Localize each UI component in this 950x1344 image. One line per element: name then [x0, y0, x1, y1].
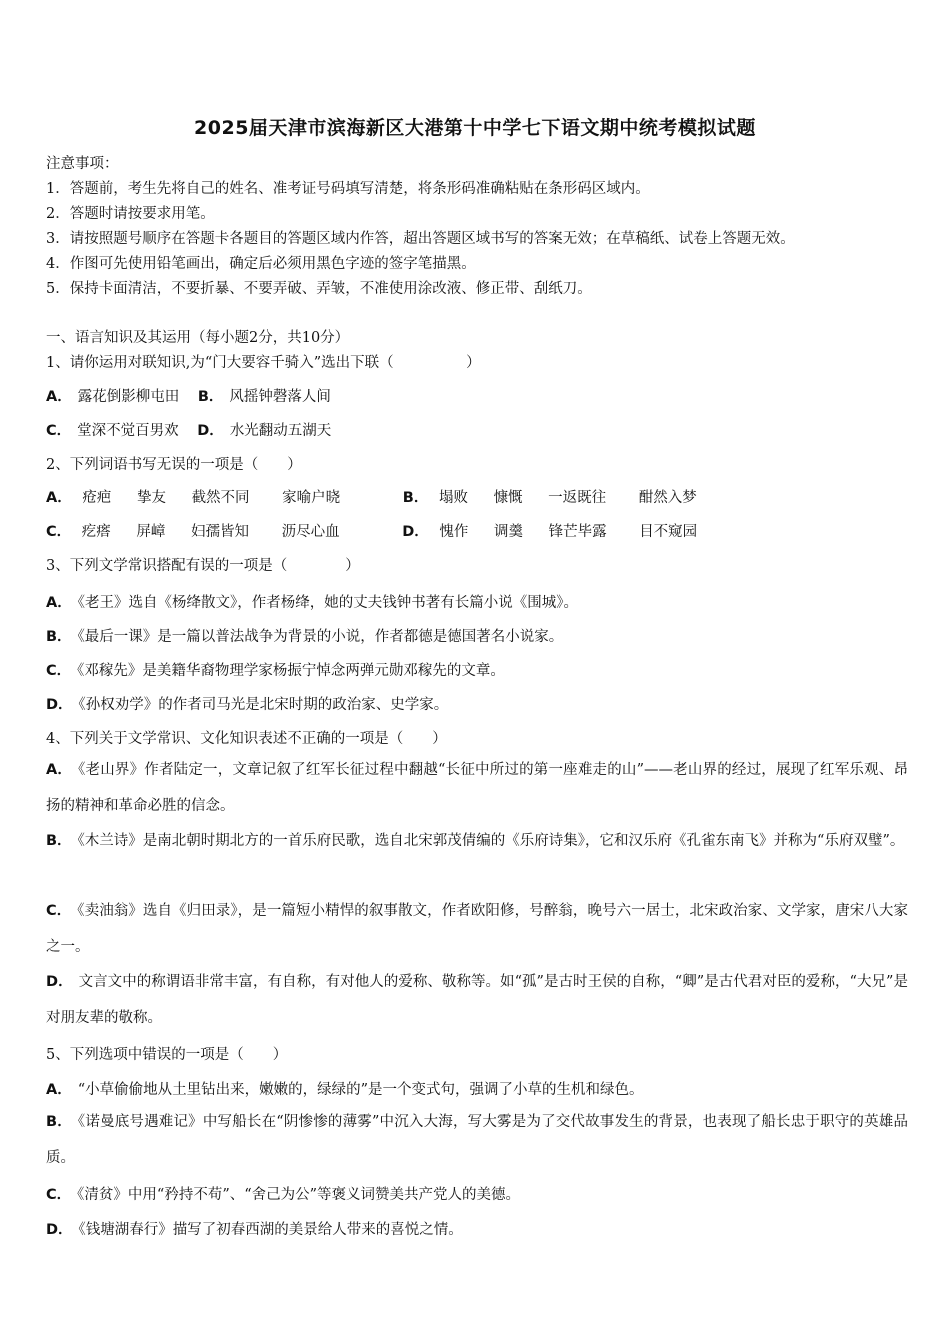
option-text: 《诺曼底号遇难记》中写船长在“阴惨惨的薄雾”中沉入大海，写大雾是为了交代故事发生的背景，也表现了船长忠于职守的英雄品质。: [46, 1114, 908, 1166]
option-a-word: 家喻户晓: [282, 490, 341, 506]
option-text: 《木兰诗》是南北朝时期北方的一首乐府民歌，选自北宋郭茂倩编的《乐府诗集》，它和汉乐府《孔雀东南飞》并称为“乐府双璧”。: [77, 833, 905, 849]
question-2-options-row: [46, 520, 697, 541]
question-4-stem: 4、下列关于文学常识、文化知识表述不正确的一项是（ ）: [46, 731, 447, 747]
option-b-word: 酣然入梦: [638, 490, 697, 506]
option-text: 《清贫》中用“矜持不苟”、“舍己为公”等褒义词赞美共产党人的美德。: [77, 1187, 521, 1203]
option-d-word: 目不窥园: [639, 524, 698, 540]
question-4-option-a: [46, 752, 908, 824]
option-label: C．: [46, 1187, 72, 1203]
option-d-word: 愧作: [439, 524, 469, 540]
option-label: C．: [46, 663, 72, 679]
option-label: A．: [46, 490, 72, 506]
option-a-word: 截然不同: [191, 490, 250, 506]
option-text: 《孙权劝学》的作者司马光是北宋时期的政治家、史学家。: [78, 697, 449, 713]
question-5-option-a: [46, 1078, 644, 1099]
option-label: C．: [46, 903, 72, 919]
question-1-stem: 1、请你运用对联知识,为“门大要容千骑入”选出下联（ ）: [46, 355, 481, 371]
option-label: D．: [46, 1222, 73, 1238]
question-4-option-c: [46, 893, 908, 965]
question-4-option-b: [46, 823, 908, 859]
option-a-word: 疮疤: [82, 490, 112, 506]
option-a: 露花倒影柳屯田: [77, 389, 180, 405]
notice-item: 2．答题时请按要求用笔。: [46, 206, 215, 222]
option-b-word: 慷慨: [493, 490, 523, 506]
option-d: 水光翻动五湖天: [229, 423, 332, 439]
option-label: B．: [46, 629, 72, 645]
notice-item: 5．保持卡面清洁，不要折暴、不要弄破、弄皱，不准使用涂改液、修正带、刮纸刀。: [46, 281, 592, 297]
question-1-options-row: [46, 385, 331, 406]
option-label: B．: [46, 833, 72, 849]
option-text: 文言文中的称谓语非常丰富，有自称，有对他人的爱称、敬称等。如“孤”是古时王侯的自称，“卿”是古代君对臣的爱称，“大兄”是对朋友辈的敬称。: [46, 974, 908, 1026]
option-c-word: 沥尽心血: [281, 524, 340, 540]
option-d-word: 调羹: [493, 524, 523, 540]
question-5-option-c: [46, 1183, 520, 1204]
option-b-word: 塌败: [438, 490, 468, 506]
option-label: D．: [46, 697, 73, 713]
option-label: A．: [46, 762, 73, 778]
option-c-word: 妇孺皆知: [190, 524, 249, 540]
option-label: B．: [46, 1114, 72, 1130]
question-1-options-row: [46, 419, 331, 440]
question-4-option-d: [46, 964, 908, 1036]
option-label: C．: [46, 423, 72, 439]
notice-item: 3．请按照题号顺序在答题卡各题目的答题区域内作答，超出答题区域书写的答案无效；在草稿纸、试卷上答题无效。: [46, 231, 795, 247]
option-label: D．: [46, 974, 73, 990]
option-label: C．: [46, 524, 72, 540]
question-3-option-b: [46, 625, 563, 646]
option-label: D．: [402, 524, 429, 540]
option-d-word: 锋芒毕露: [548, 524, 607, 540]
option-b-word: 一返既往: [548, 490, 607, 506]
notice-item: 4．作图可先使用铅笔画出，确定后必须用黑色字迹的签字笔描黑。: [46, 256, 476, 272]
option-c-word: 屏嶂: [136, 524, 166, 540]
option-text: 《最后一课》是一篇以普法战争为背景的小说，作者都德是德国著名小说家。: [77, 629, 564, 645]
option-label: D．: [197, 423, 224, 439]
option-text: 《老王》选自《杨绛散文》，作者杨绛，她的丈夫钱钟书著有长篇小说《围城》。: [77, 595, 578, 611]
option-text: 《邓稼先》是美籍华裔物理学家杨振宁悼念两弹元勋邓稼先的文章。: [77, 663, 505, 679]
option-label: B．: [402, 490, 429, 506]
notice-heading: 注意事项：: [46, 156, 119, 172]
question-3-option-c: [46, 659, 505, 680]
question-2-options-row: [46, 486, 697, 507]
question-3-stem: 3、下列文学常识搭配有误的一项是（ ）: [46, 558, 360, 574]
option-label: A．: [46, 1082, 72, 1098]
option-b: 风摇钟磬落人间: [229, 389, 331, 405]
option-text: 《钱塘湖春行》描写了初春西湖的美景给人带来的喜悦之情。: [78, 1222, 463, 1238]
question-3-option-a: [46, 591, 578, 612]
notice-item: 1．答题前，考生先将自己的姓名、准考证号码填写清楚，将条形码准确粘贴在条形码区域内。: [46, 181, 650, 197]
section-heading: 一、语言知识及其运用（每小题2分，共10分）: [46, 330, 350, 346]
question-2-stem: 2、下列词语书写无误的一项是（ ）: [46, 457, 302, 473]
question-5-option-d: [46, 1218, 463, 1239]
option-text: “小草偷偷地从土里钻出来，嫩嫩的，绿绿的”是一个变式句，强调了小草的生机和绿色。: [77, 1082, 644, 1098]
question-5-stem: 5、下列选项中错误的一项是（ ）: [46, 1047, 288, 1063]
option-c: 堂深不觉百男欢: [77, 423, 179, 439]
question-5-option-b: [46, 1104, 908, 1176]
question-3-option-d: [46, 693, 448, 714]
option-a-word: 挚友: [136, 490, 166, 506]
option-label: B．: [197, 389, 224, 405]
option-text: 《老山界》作者陆定一，文章记叙了红军长征过程中翻越“长征中所过的第一座难走的山”——老山界的经过，展现了红军乐观、昂扬的精神和革命必胜的信念。: [46, 762, 908, 814]
page-title: 2025届天津市滨海新区大港第十中学七下语文期中统考模拟试题: [194, 117, 756, 139]
option-c-word: 疙瘩: [81, 524, 111, 540]
option-text: 《卖油翁》选自《归田录》，是一篇短小精悍的叙事散文，作者欧阳修，号醉翁，晚号六一居士，北宋政治家、文学家，唐宋八大家之一。: [46, 903, 908, 955]
option-label: A．: [46, 389, 72, 405]
option-label: A．: [46, 595, 72, 611]
